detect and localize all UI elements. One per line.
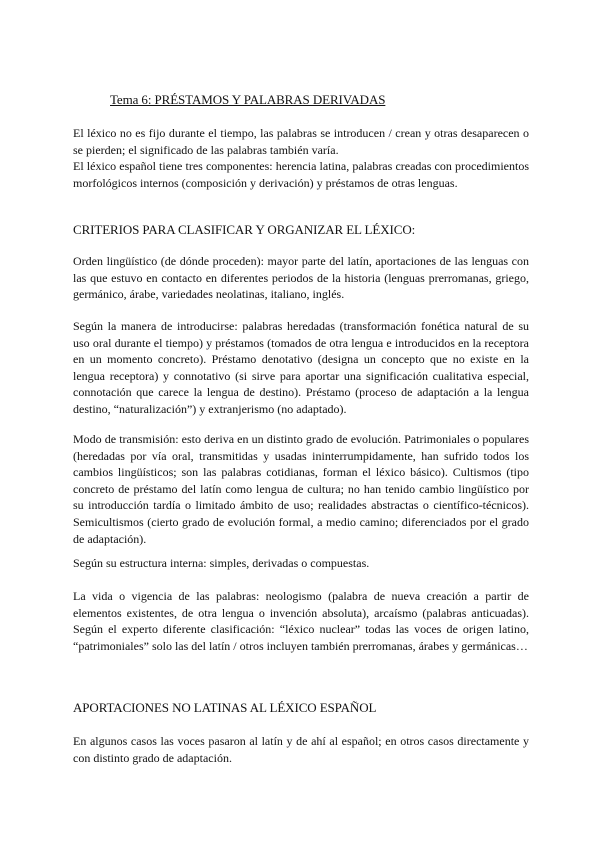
paragraph-modo-transmision: Modo de transmisión: esto deriva en un distinto grado de evolución. Patrimoniales o populares (heredadas por vía oral, transmitidas y usadas ininterrumpidamente, han sufrido todos los cambios lingüísticos; son las palabras cotidianas, forman el léxico básico). Cultismos (tipo concreto de préstamo del latín como lengua de cultura; no han tenido cambio lingüístico por su introducción tardía o limitado ámbito de uso; realidades abstractas o científico-técnicos). Semicultismos (cierto grado de evolución formal, a medio camino; diferenciados por el grado de adaptación).: [73, 432, 529, 546]
paragraph-estructura-interna: Según su estructura interna: simples, derivadas o compuestas.: [73, 556, 370, 570]
document-title: Tema 6: PRÉSTAMOS Y PALABRAS DERIVADAS: [110, 92, 386, 107]
section-heading-criterios: CRITERIOS PARA CLASIFICAR Y ORGANIZAR EL LÉXICO:: [73, 222, 416, 237]
intro-paragraph-2: El léxico español tiene tres componentes: herencia latina, palabras creadas con procedimientos morfológicos internos (composición y derivación) y préstamos de otras lenguas.: [73, 159, 529, 190]
section-heading-aportaciones: APORTACIONES NO LATINAS AL LÉXICO ESPAÑOL: [73, 700, 377, 715]
paragraph-aportaciones: En algunos casos las voces pasaron al latín y de ahí al español; en otros casos directamente y con distinto grado de adaptación.: [73, 734, 529, 765]
paragraph-manera-introducirse: Según la manera de introducirse: palabras heredadas (transformación fonética natural de su uso oral durante el tiempo) y préstamos (tomados de otra lengua e introducidos en la receptora en un momento concreto). Préstamo denotativo (designa un concepto que no existe en la lengua receptora) y connotativo (si sirve para aportar una significación cualitativa especial, connotación que carece la lengua de destino). Préstamo (proceso de adaptación a la lengua destino, “naturalización”) y extranjerismo (no adaptado).: [73, 319, 529, 416]
intro-paragraph-1: El léxico no es fijo durante el tiempo, las palabras se introducen / crean y otras desaparecen o se pierden; el significado de las palabras también varía.: [73, 126, 529, 157]
paragraph-orden-linguistico: Orden lingüístico (de dónde proceden): mayor parte del latín, aportaciones de las lenguas con las que estuvo en contacto en diferentes periodos de la historia (lenguas prerromanas, griego, germánico, árabe, variedades neolatinas, italiano, inglés.: [73, 254, 529, 302]
paragraph-vida-vigencia: La vida o vigencia de las palabras: neologismo (palabra de nueva creación a partir de elementos existentes, de otra lengua o invención absoluta), arcaísmo (palabras anticuadas). Según el experto diferente clasificación: “léxico nuclear” todas las voces de origen latino, “patrimoniales” solo las del latín / otros incluyen también prerromanas, árabes y germánicas…: [73, 589, 529, 653]
